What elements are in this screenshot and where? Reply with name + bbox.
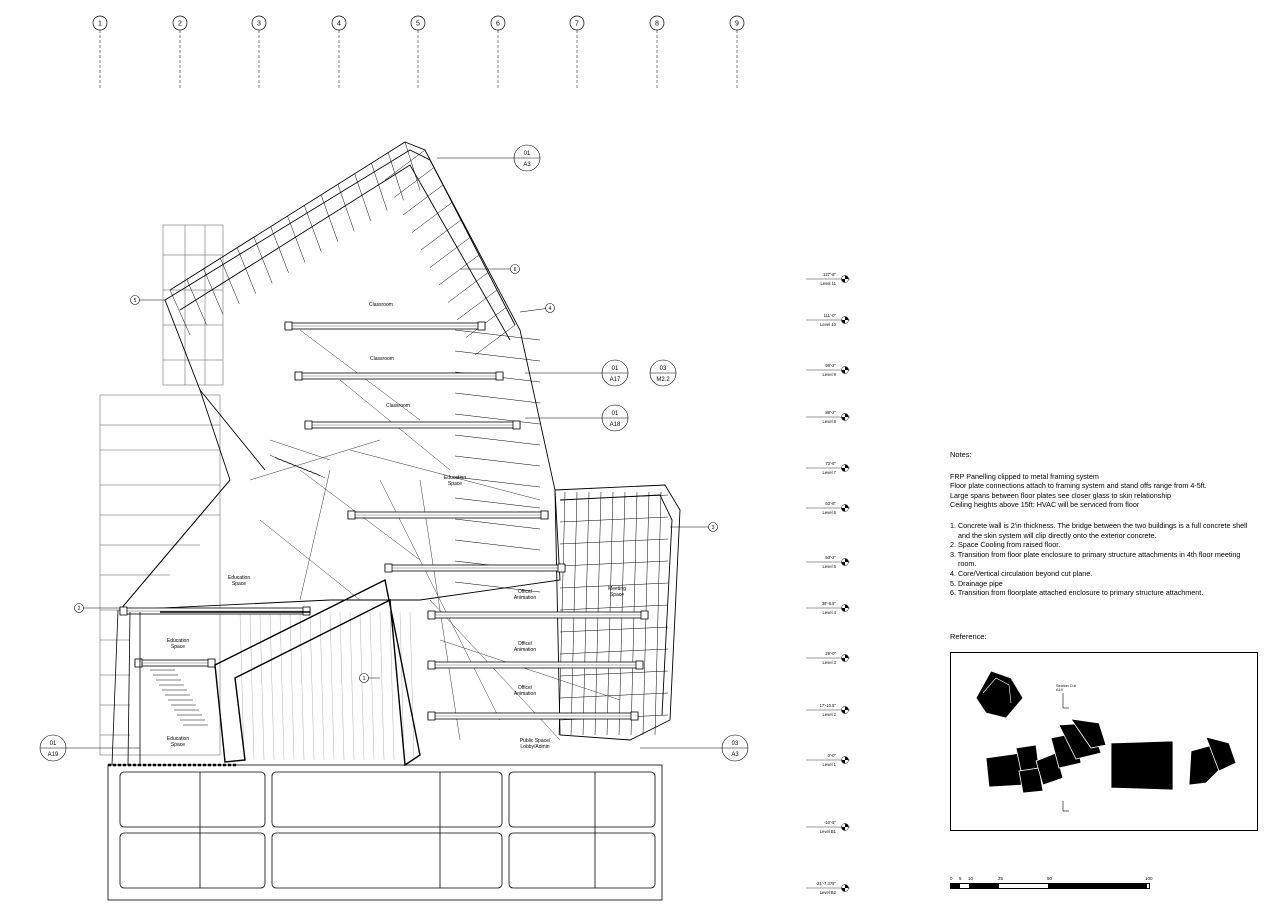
stair-tread — [270, 455, 280, 460]
grid-label: 3 — [257, 20, 261, 28]
level-target-fill — [842, 888, 846, 892]
callout-number: 6 — [513, 267, 517, 273]
slab-node — [513, 421, 520, 429]
scale-tick: 50 — [1047, 876, 1053, 881]
level-target-fill — [845, 465, 849, 469]
stair-tread — [310, 471, 320, 476]
level-target-fill — [842, 827, 846, 831]
roof-mullion — [457, 290, 497, 320]
room-label: Public Space/ — [519, 738, 551, 744]
left-facade-panels — [100, 225, 223, 755]
room-label: Office/ — [517, 589, 533, 595]
grid-label: 8 — [655, 20, 659, 28]
wall-panel-line — [310, 612, 314, 760]
glazing-mullion — [560, 561, 668, 566]
wall-panel-line — [250, 612, 254, 760]
roof-mullion — [403, 185, 443, 215]
room-label: Office/ — [517, 641, 533, 647]
glazing-mullion — [560, 649, 668, 654]
level-elevation: 63'-8" — [825, 501, 836, 506]
room-label: Education — [166, 736, 190, 742]
roof-mullion — [304, 205, 321, 252]
level-target-fill — [845, 559, 849, 563]
section-tag-sheet: A3 — [523, 162, 531, 168]
glazing-mullion — [455, 351, 540, 361]
scale-tick: 5 — [959, 876, 962, 881]
glazing-mullion — [455, 477, 540, 487]
grid-lines — [93, 16, 744, 88]
grid-label: 2 — [178, 20, 182, 28]
slab-node — [305, 421, 312, 429]
section-tag-number: 01 — [611, 411, 619, 417]
scale-tick: 0 — [950, 876, 953, 881]
room-label: Lobby/Admin — [520, 744, 550, 750]
stair-tread — [315, 473, 325, 478]
slab-node — [636, 661, 643, 669]
room-label: Education — [443, 475, 467, 481]
slab-node — [348, 511, 355, 519]
section-tag-number: 01 — [523, 151, 531, 157]
level-markers — [806, 272, 850, 895]
level-target-fill — [845, 605, 849, 609]
slab-node — [208, 659, 215, 667]
room-label: Classroom — [369, 302, 393, 308]
note-numbered-item: 5. Drainage pipe — [950, 578, 1003, 588]
glazing-mullion — [455, 540, 540, 550]
room-label: Space — [609, 592, 625, 598]
grid-label: 4 — [337, 20, 341, 28]
level-name: Level 2 — [822, 712, 836, 717]
level-target-fill — [845, 414, 849, 418]
interior-struts — [240, 330, 620, 760]
section-tag-number: 03 — [731, 741, 739, 747]
wall-panel-line — [270, 612, 274, 760]
level-name: Level B2 — [819, 890, 836, 895]
level-target-fill — [842, 417, 846, 421]
section-tag-sheet: A19 — [47, 752, 59, 758]
glazing-mullion — [455, 393, 540, 403]
wall-panel-line — [370, 612, 374, 760]
level-target-fill — [842, 370, 846, 374]
section-tag-number: 01 — [49, 741, 57, 747]
grid-label: 5 — [416, 20, 420, 28]
slab-node — [478, 322, 485, 330]
grid-label: 1 — [98, 20, 102, 28]
note-general-line: FRP Panelling clipped to metal framing system — [950, 471, 1099, 481]
callout-number: 3 — [711, 525, 715, 531]
slab-node — [496, 372, 503, 380]
strut — [270, 440, 330, 460]
stair-tread — [295, 465, 305, 470]
slab-node — [428, 661, 435, 669]
notes-title: Notes: — [950, 450, 972, 459]
level-elevation: 39'-8.5" — [821, 601, 836, 606]
glazing-mullion — [455, 519, 540, 529]
roof-mullion — [288, 216, 306, 263]
slab-node — [135, 659, 142, 667]
room-label: Classroom — [370, 356, 394, 362]
slab-node — [631, 712, 638, 720]
level-target-fill — [842, 562, 846, 566]
roof-mullion — [338, 184, 354, 231]
level-target-fill — [842, 608, 846, 612]
level-elevation: 99'-2" — [825, 363, 836, 368]
roof-mullion — [385, 150, 425, 180]
wall-panel-line — [290, 612, 294, 760]
section-cut-sheet: A19 — [1056, 688, 1063, 692]
wall-panel-line — [300, 612, 304, 760]
left-columns — [112, 610, 140, 765]
reference-key-plan — [950, 652, 1258, 831]
level-name: Level 10 — [820, 322, 836, 327]
basement — [108, 765, 662, 900]
level-target-fill — [842, 658, 846, 662]
callout-number: 4 — [548, 306, 552, 312]
grid-label: 7 — [575, 20, 579, 28]
glazing-mullion — [560, 627, 668, 632]
level-target-fill — [845, 505, 849, 509]
note-numbered-item: 4. Core/Vertical circulation beyond cut plane. — [950, 568, 1093, 578]
level-target-fill — [845, 317, 849, 321]
slab-node — [428, 712, 435, 720]
room-label: Classroom — [386, 403, 410, 409]
glazing-mullion — [455, 435, 540, 445]
slab-node — [303, 607, 310, 615]
notes-general — [950, 472, 1260, 510]
level-target-fill — [845, 707, 849, 711]
note-general-line: Large spans between floor plates see closer glass to skin relationship — [950, 490, 1171, 500]
stair-tread — [280, 459, 290, 464]
slab-node — [541, 511, 548, 519]
roof-mullion — [421, 220, 461, 250]
room-label: Space — [170, 742, 186, 748]
level-elevation: 17'-10.5" — [819, 703, 836, 708]
glazing-mullion — [455, 498, 540, 508]
roof-mullion — [405, 142, 420, 190]
callout-number: 1 — [362, 676, 366, 682]
level-target-fill — [845, 367, 849, 371]
level-target-fill — [842, 320, 846, 324]
grid-label: 9 — [735, 20, 739, 28]
room-label: Education — [166, 638, 190, 644]
level-name: Level 3 — [822, 660, 836, 665]
level-target-fill — [845, 885, 849, 889]
wall-panel-line — [350, 612, 354, 760]
slab-node — [295, 372, 302, 380]
roof-mullion — [355, 174, 371, 221]
level-target-fill — [845, 655, 849, 659]
level-name: Level 9 — [822, 372, 836, 377]
level-target-fill — [842, 468, 846, 472]
section-tag-sheet: M2.2 — [656, 377, 670, 383]
slab-node — [428, 611, 435, 619]
room-label: Education — [227, 575, 251, 581]
scale-bar — [950, 876, 1153, 889]
note-numbered-item: 3. Transition from floor plate enclosure to primary structure attachments in 4th floor meeting room. — [950, 549, 1241, 569]
note-numbered-item: 6. Transition from floorplate attached enclosure to primary structure attachment. — [950, 588, 1204, 598]
level-target-fill — [845, 757, 849, 761]
level-name: Level 8 — [822, 419, 836, 424]
scale-tick: 100 — [1145, 876, 1153, 881]
callout-number: 2 — [77, 606, 81, 612]
level-elevation: 0'-0" — [827, 753, 836, 758]
roof-mullion — [439, 255, 479, 285]
level-target-fill — [842, 279, 846, 283]
glazing-mullion — [455, 456, 540, 466]
roof-mullion — [271, 227, 289, 273]
room-label: Animation — [513, 647, 537, 653]
note-numbered-item: 1. Concrete wall is 2'in thickness. The bridge between the two buildings is a full concrete shell and the skin system will clip directly onto the exterior concrete. — [950, 520, 1248, 540]
roof-mullion — [371, 163, 387, 211]
room-label: Animation — [513, 595, 537, 601]
right-wall-mullions — [455, 330, 668, 735]
slab-node — [558, 564, 565, 572]
stair-tread — [275, 457, 285, 462]
level-elevation: 73'-6" — [825, 461, 836, 466]
level-elevation: -21'-7.375" — [815, 881, 836, 886]
level-elevation: 88'-2" — [825, 410, 836, 415]
level-target-fill — [842, 760, 846, 764]
notes-panel — [950, 450, 1260, 598]
room-label: Space — [447, 481, 463, 487]
room-label: Office/ — [517, 685, 533, 691]
level-name: Level 7 — [822, 470, 836, 475]
glazing-mullion — [455, 330, 540, 340]
stair-tread — [305, 469, 315, 474]
wall-panel-line — [360, 612, 364, 760]
level-elevation: -10'-5" — [823, 820, 836, 825]
glazing-mullion — [560, 693, 668, 698]
section-tag-number: 03 — [659, 366, 667, 372]
strut — [260, 520, 360, 600]
level-elevation: 29'-0" — [825, 651, 836, 656]
level-name: Level B1 — [819, 829, 836, 834]
strut — [300, 470, 330, 600]
glazing-mullion — [655, 492, 661, 735]
roof-mullion — [237, 248, 256, 294]
wall-panel-line — [380, 612, 384, 760]
note-numbered-item: 2. Space Cooling from raised floor. — [950, 540, 1061, 550]
level-elevation: 127'-6" — [823, 272, 836, 277]
roof-mullion — [321, 195, 338, 242]
section-tag-sheet: A18 — [609, 422, 621, 428]
scale-tick: 25 — [998, 876, 1004, 881]
stair-tread — [285, 461, 295, 466]
wall-panel-line — [410, 612, 414, 760]
section-tag-number: 01 — [611, 366, 619, 372]
level-target-fill — [842, 508, 846, 512]
room-label: Space — [231, 581, 247, 587]
scale-tick: 10 — [968, 876, 974, 881]
slab-node — [385, 564, 392, 572]
level-target-fill — [845, 276, 849, 280]
strut — [420, 480, 463, 740]
reference-title: Reference: — [950, 632, 987, 641]
wall-panel-line — [260, 612, 264, 760]
floor-slabs — [120, 322, 648, 720]
section-tag-sheet: A3 — [731, 752, 739, 758]
note-general-line: Floor plate connections attach to framing system and stand offs range from 4-5ft. — [950, 481, 1207, 491]
stairs — [150, 455, 325, 725]
level-target-fill — [845, 824, 849, 828]
wall-panel-line — [330, 612, 334, 760]
wall-panel-line — [280, 612, 284, 760]
slab-node — [285, 322, 292, 330]
roof-mullion — [170, 290, 190, 335]
roof-mullion — [430, 238, 470, 268]
level-name: Level 4 — [822, 610, 836, 615]
glazing-mullion — [560, 671, 668, 676]
roof-mullion — [254, 237, 272, 283]
roof-mullion — [187, 279, 207, 324]
level-name: Level 11 — [820, 281, 836, 286]
grid-label: 6 — [496, 20, 500, 28]
level-name: Level 6 — [822, 510, 836, 515]
roof-mullion — [448, 273, 488, 303]
notes-numbered — [950, 521, 1260, 598]
roof-mullion — [388, 153, 403, 201]
room-label: Animation — [513, 691, 537, 697]
section-tag-sheet: A17 — [609, 377, 621, 383]
callout-number: 5 — [133, 298, 137, 304]
section-cut-label: Section Cut — [1056, 684, 1076, 688]
level-elevation: 111'-0" — [823, 313, 836, 318]
level-name: Level 1 — [822, 762, 836, 767]
glazing-mullion — [560, 539, 668, 544]
slab-node — [641, 611, 648, 619]
level-target-fill — [842, 710, 846, 714]
roof-mullion — [204, 269, 223, 314]
room-label: Meeting — [608, 586, 626, 592]
glazing-mullion — [560, 605, 668, 610]
wall-panel-line — [340, 612, 344, 760]
slab-node — [120, 607, 127, 615]
level-name: Level 5 — [822, 564, 836, 569]
level-elevation: 50'-2" — [825, 555, 836, 560]
note-general-line: Ceiling heights above 15ft: HVAC will be serviced from floor — [950, 500, 1140, 510]
room-label: Space — [170, 644, 186, 650]
